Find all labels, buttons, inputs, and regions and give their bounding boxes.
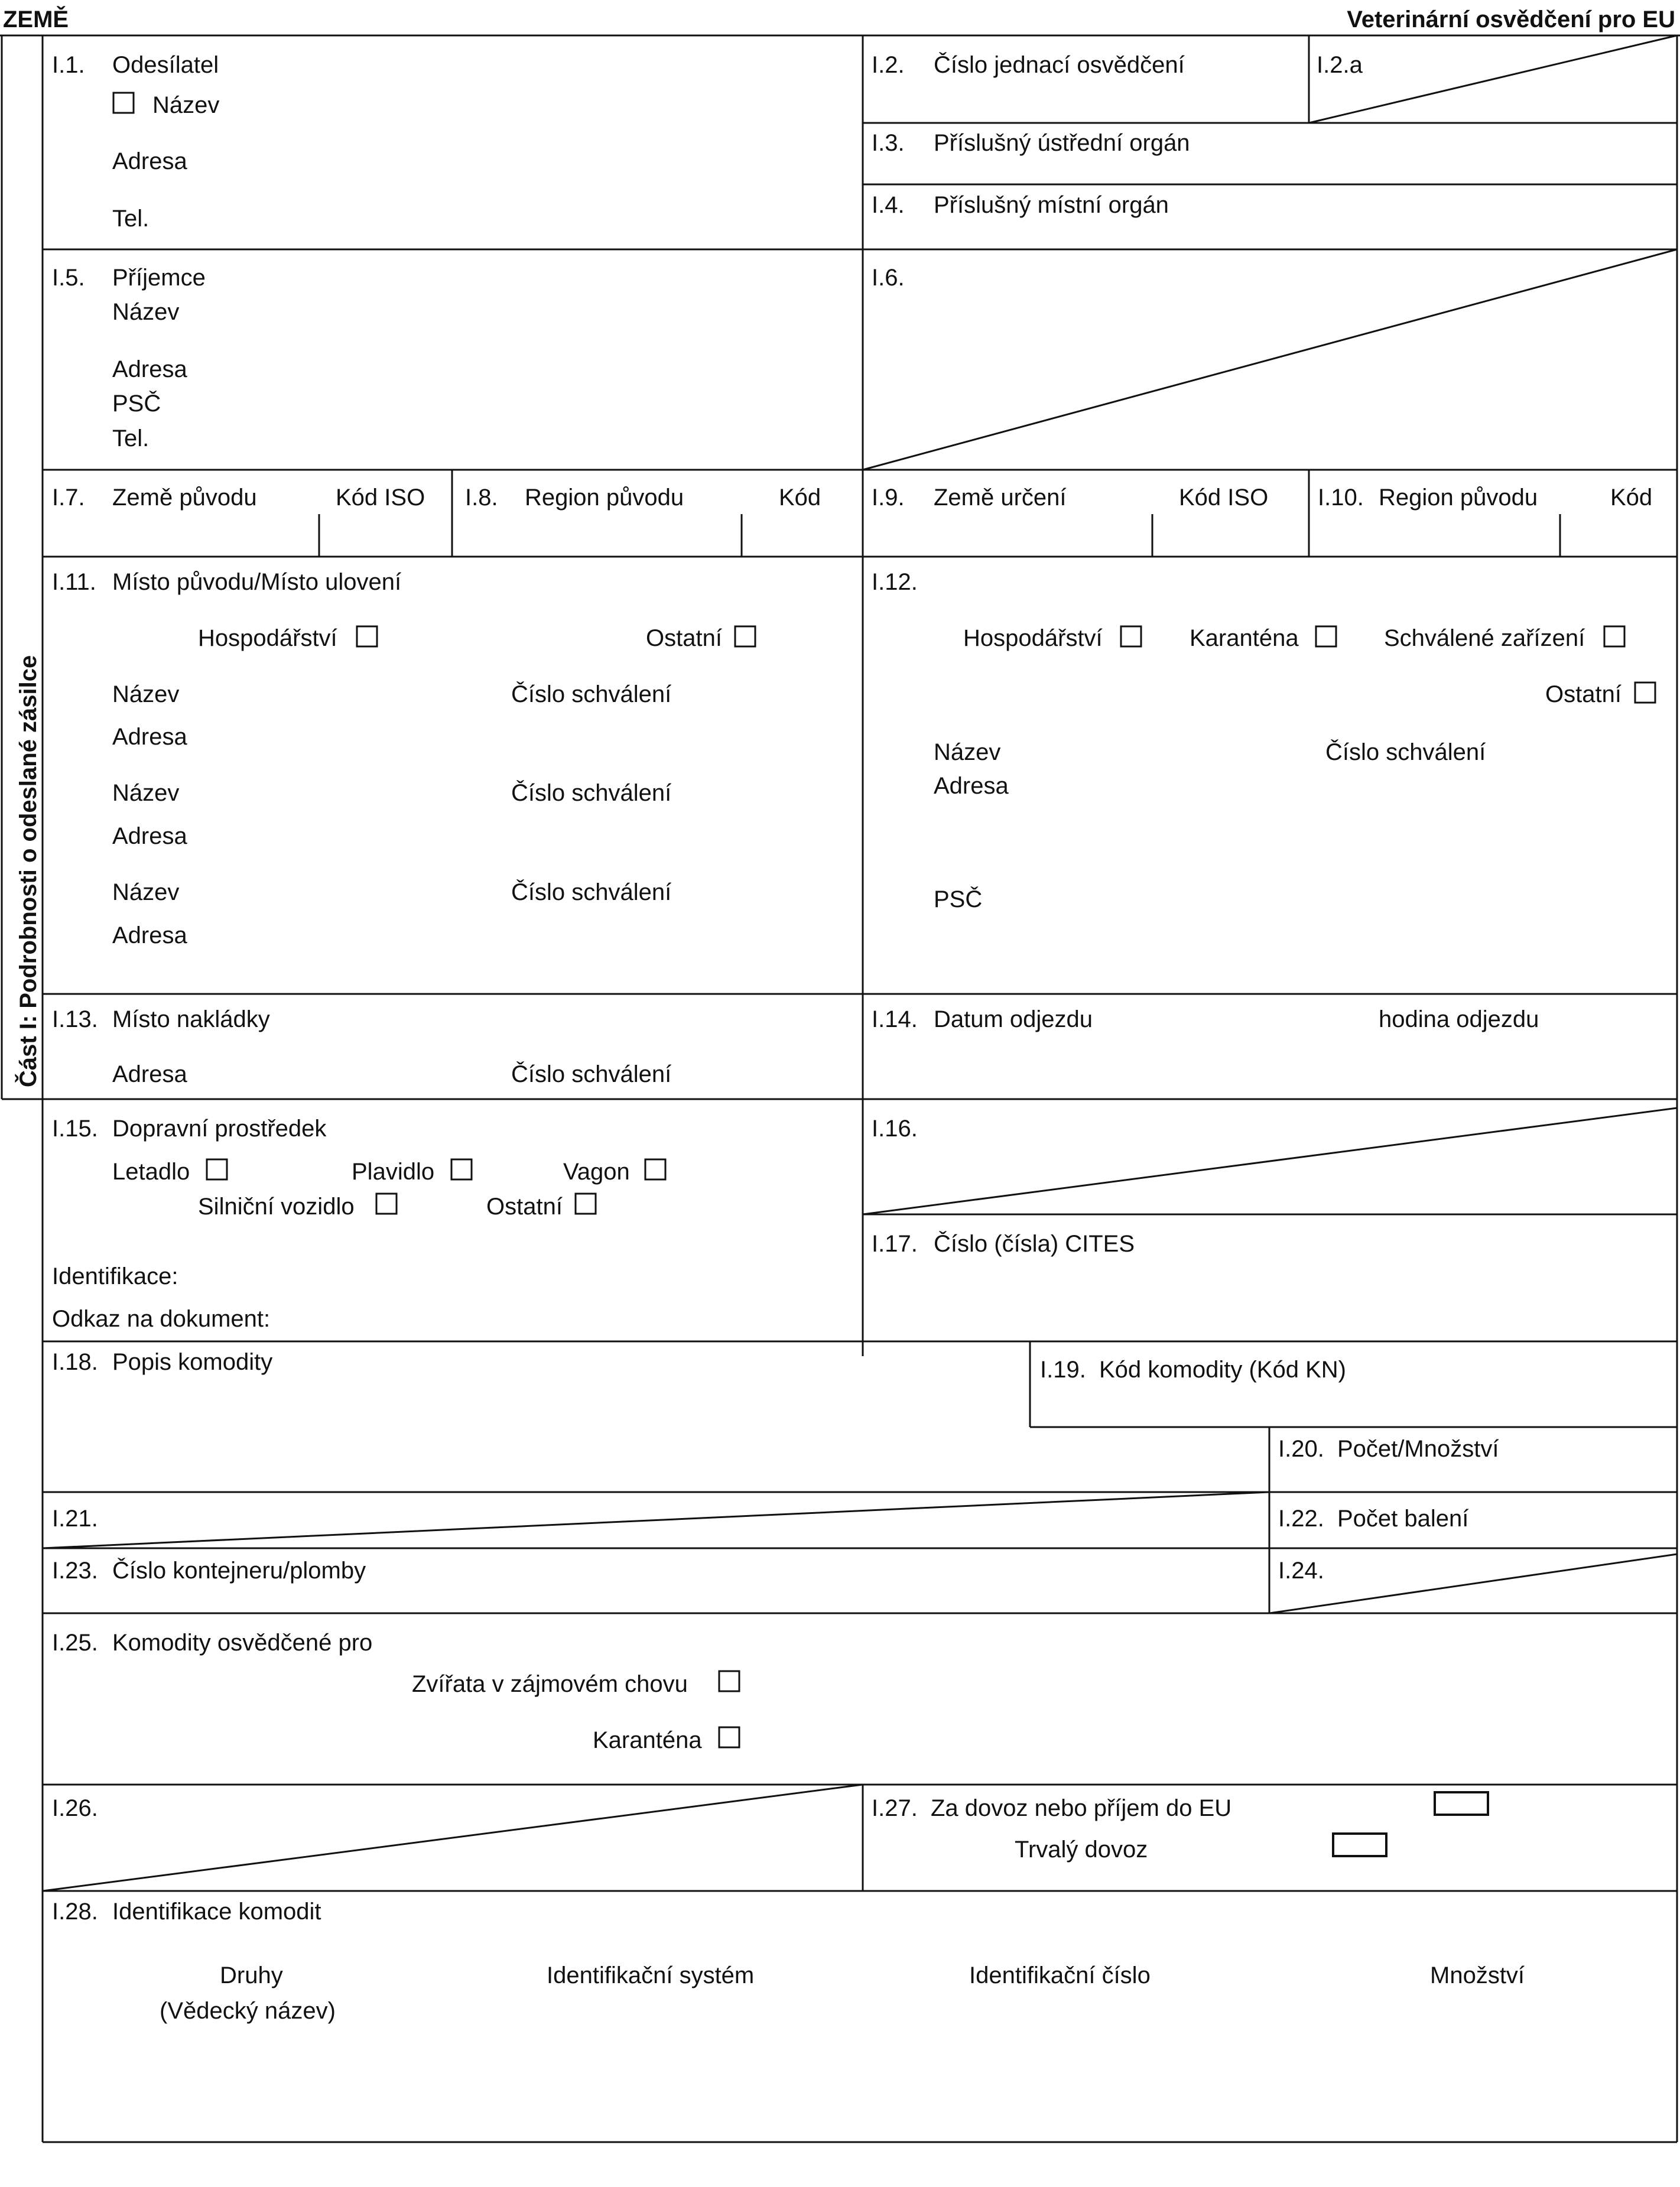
- name-label: Název: [112, 681, 180, 707]
- checkbox[interactable]: [1331, 1832, 1388, 1858]
- address-label: Adresa: [112, 1061, 187, 1087]
- import-admission-label: Za dovoz nebo příjem do EU: [931, 1795, 1232, 1821]
- other-label: Ostatní: [646, 625, 722, 651]
- name-label: Název: [934, 739, 1001, 765]
- commodity-description-label: Popis komodity: [112, 1349, 273, 1375]
- field-number: I.28.: [52, 1899, 98, 1925]
- region-of-origin-label: Region původu: [1379, 485, 1538, 511]
- checkbox[interactable]: [450, 1158, 473, 1181]
- country-heading: ZEMĚ: [3, 7, 69, 33]
- approval-number-label: Číslo schválení: [511, 681, 672, 707]
- field-number: I.11.: [52, 569, 96, 595]
- checkbox[interactable]: [734, 625, 756, 648]
- approval-number-label: Číslo schválení: [511, 780, 672, 806]
- commodity-identification-label: Identifikace komodit: [112, 1899, 321, 1925]
- field-number: I.20.: [1278, 1436, 1324, 1462]
- field-number: I.1.: [52, 52, 85, 78]
- checkbox[interactable]: [644, 1158, 667, 1181]
- species-label: Druhy: [220, 1962, 283, 1988]
- approval-number-label: Číslo schválení: [1325, 739, 1486, 765]
- field-number: I.26.: [52, 1795, 98, 1821]
- address-label: Adresa: [934, 773, 1009, 799]
- certificate-reference-label: Číslo jednací osvědčení: [934, 52, 1185, 78]
- iso-code-label: Kód ISO: [1179, 485, 1269, 511]
- pets-label: Zvířata v zájmovém chovu: [412, 1671, 688, 1697]
- ship-label: Plavidlo: [352, 1159, 435, 1185]
- definitive-import-label: Trvalý dovoz: [1015, 1837, 1148, 1863]
- tel-label: Tel.: [112, 206, 150, 232]
- field-number: I.23.: [52, 1558, 98, 1584]
- identification-system-label: Identifikační systém: [547, 1962, 755, 1988]
- field-number: I.15.: [52, 1116, 98, 1142]
- field-number: I.2.: [872, 52, 905, 78]
- field-number: I.3.: [872, 130, 905, 156]
- aeroplane-label: Letadlo: [112, 1159, 190, 1185]
- name-label: Název: [112, 299, 180, 325]
- address-label: Adresa: [112, 356, 187, 382]
- code-label: Kód: [1610, 485, 1653, 511]
- checkbox[interactable]: [1603, 625, 1626, 648]
- quarantine-label: Karanténa: [1190, 625, 1299, 651]
- field-number: I.13.: [52, 1006, 98, 1032]
- checkbox[interactable]: [206, 1158, 228, 1181]
- checkbox[interactable]: [574, 1192, 597, 1215]
- field-number: I.8.: [465, 485, 498, 511]
- address-label: Adresa: [112, 148, 187, 174]
- central-authority-label: Příslušný ústřední orgán: [934, 130, 1190, 156]
- quarantine-label: Karanténa: [593, 1727, 702, 1753]
- iso-code-label: Kód ISO: [336, 485, 425, 511]
- identification-label: Identifikace:: [52, 1263, 178, 1289]
- address-label: Adresa: [112, 922, 187, 948]
- code-label: Kód: [779, 485, 821, 511]
- commodity-code-label: Kód komodity (Kód KN): [1099, 1357, 1346, 1383]
- place-of-origin-label: Místo původu/Místo ulovení: [112, 569, 402, 595]
- field-number: I.18.: [52, 1349, 98, 1375]
- railway-wagon-label: Vagon: [563, 1159, 630, 1185]
- other-label: Ostatní: [486, 1194, 563, 1220]
- field-number: I.27.: [872, 1795, 918, 1821]
- consignee-label: Příjemce: [112, 265, 206, 291]
- field-number: I.10.: [1318, 485, 1364, 511]
- region-of-origin-label: Region původu: [525, 485, 684, 511]
- part-one-label: Část I: Podrobnosti o odeslané zásilce: [15, 655, 41, 1087]
- approved-body-label: Schválené zařízení: [1384, 625, 1585, 651]
- quantity-label: Počet/Množství: [1337, 1436, 1499, 1462]
- tel-label: Tel.: [112, 425, 150, 451]
- field-number: I.14.: [872, 1006, 918, 1032]
- holding-label: Hospodářství: [963, 625, 1103, 651]
- address-label: Adresa: [112, 724, 187, 750]
- field-number: I.24.: [1278, 1558, 1324, 1584]
- cites-number-label: Číslo (čísla) CITES: [934, 1231, 1135, 1257]
- field-number: I.22.: [1278, 1506, 1324, 1532]
- field-number: I.16.: [872, 1116, 918, 1142]
- field-number: I.6.: [872, 265, 905, 291]
- address-label: Adresa: [112, 823, 187, 849]
- field-number: I.19.: [1040, 1357, 1086, 1383]
- name-label: Název: [152, 92, 220, 118]
- field-number: I.5.: [52, 265, 85, 291]
- departure-date-label: Datum odjezdu: [934, 1006, 1093, 1032]
- checkbox[interactable]: [1120, 625, 1142, 648]
- name-label: Název: [112, 879, 180, 905]
- field-number: I.12.: [872, 569, 918, 595]
- approval-number-label: Číslo schválení: [511, 1061, 672, 1087]
- field-number: I.21.: [52, 1506, 98, 1532]
- postcode-label: PSČ: [112, 391, 161, 417]
- scientific-name-label: (Vědecký název): [160, 1998, 336, 2024]
- checkbox[interactable]: [375, 1192, 398, 1215]
- document-reference-label: Odkaz na dokument:: [52, 1306, 271, 1332]
- field-number: I.2.a: [1317, 52, 1363, 78]
- commodities-certified-for-label: Komodity osvědčené pro: [112, 1630, 373, 1656]
- checkbox[interactable]: [1433, 1790, 1490, 1816]
- identification-number-label: Identifikační číslo: [969, 1962, 1151, 1988]
- container-seal-label: Číslo kontejneru/plomby: [112, 1558, 366, 1584]
- means-of-transport-label: Dopravní prostředek: [112, 1116, 327, 1142]
- field-number: I.7.: [52, 485, 85, 511]
- field-number: I.4.: [872, 192, 905, 218]
- field-number: I.17.: [872, 1231, 918, 1257]
- local-authority-label: Příslušný místní orgán: [934, 192, 1169, 218]
- consignor-label: Odesílatel: [112, 52, 219, 78]
- checkbox[interactable]: [112, 92, 135, 114]
- checkbox[interactable]: [718, 1670, 740, 1692]
- postcode-label: PSČ: [934, 886, 983, 912]
- checkbox[interactable]: [356, 625, 378, 648]
- place-of-loading-label: Místo nakládky: [112, 1006, 270, 1032]
- certificate-title: Veterinární osvědčení pro EU: [1347, 7, 1675, 33]
- quantity-column-label: Množství: [1430, 1962, 1525, 1988]
- name-label: Název: [112, 780, 180, 806]
- checkbox[interactable]: [718, 1726, 740, 1749]
- country-of-destination-label: Země určení: [934, 485, 1067, 511]
- checkbox[interactable]: [1315, 625, 1337, 648]
- checkbox[interactable]: [1634, 681, 1656, 704]
- approval-number-label: Číslo schválení: [511, 879, 672, 905]
- holding-label: Hospodářství: [198, 625, 337, 651]
- field-number: I.9.: [872, 485, 905, 511]
- departure-time-label: hodina odjezdu: [1379, 1006, 1539, 1032]
- road-vehicle-label: Silniční vozidlo: [198, 1194, 355, 1220]
- other-label: Ostatní: [1545, 681, 1621, 707]
- country-of-origin-label: Země původu: [112, 485, 257, 511]
- field-number: I.25.: [52, 1630, 98, 1656]
- number-of-packages-label: Počet balení: [1337, 1506, 1469, 1532]
